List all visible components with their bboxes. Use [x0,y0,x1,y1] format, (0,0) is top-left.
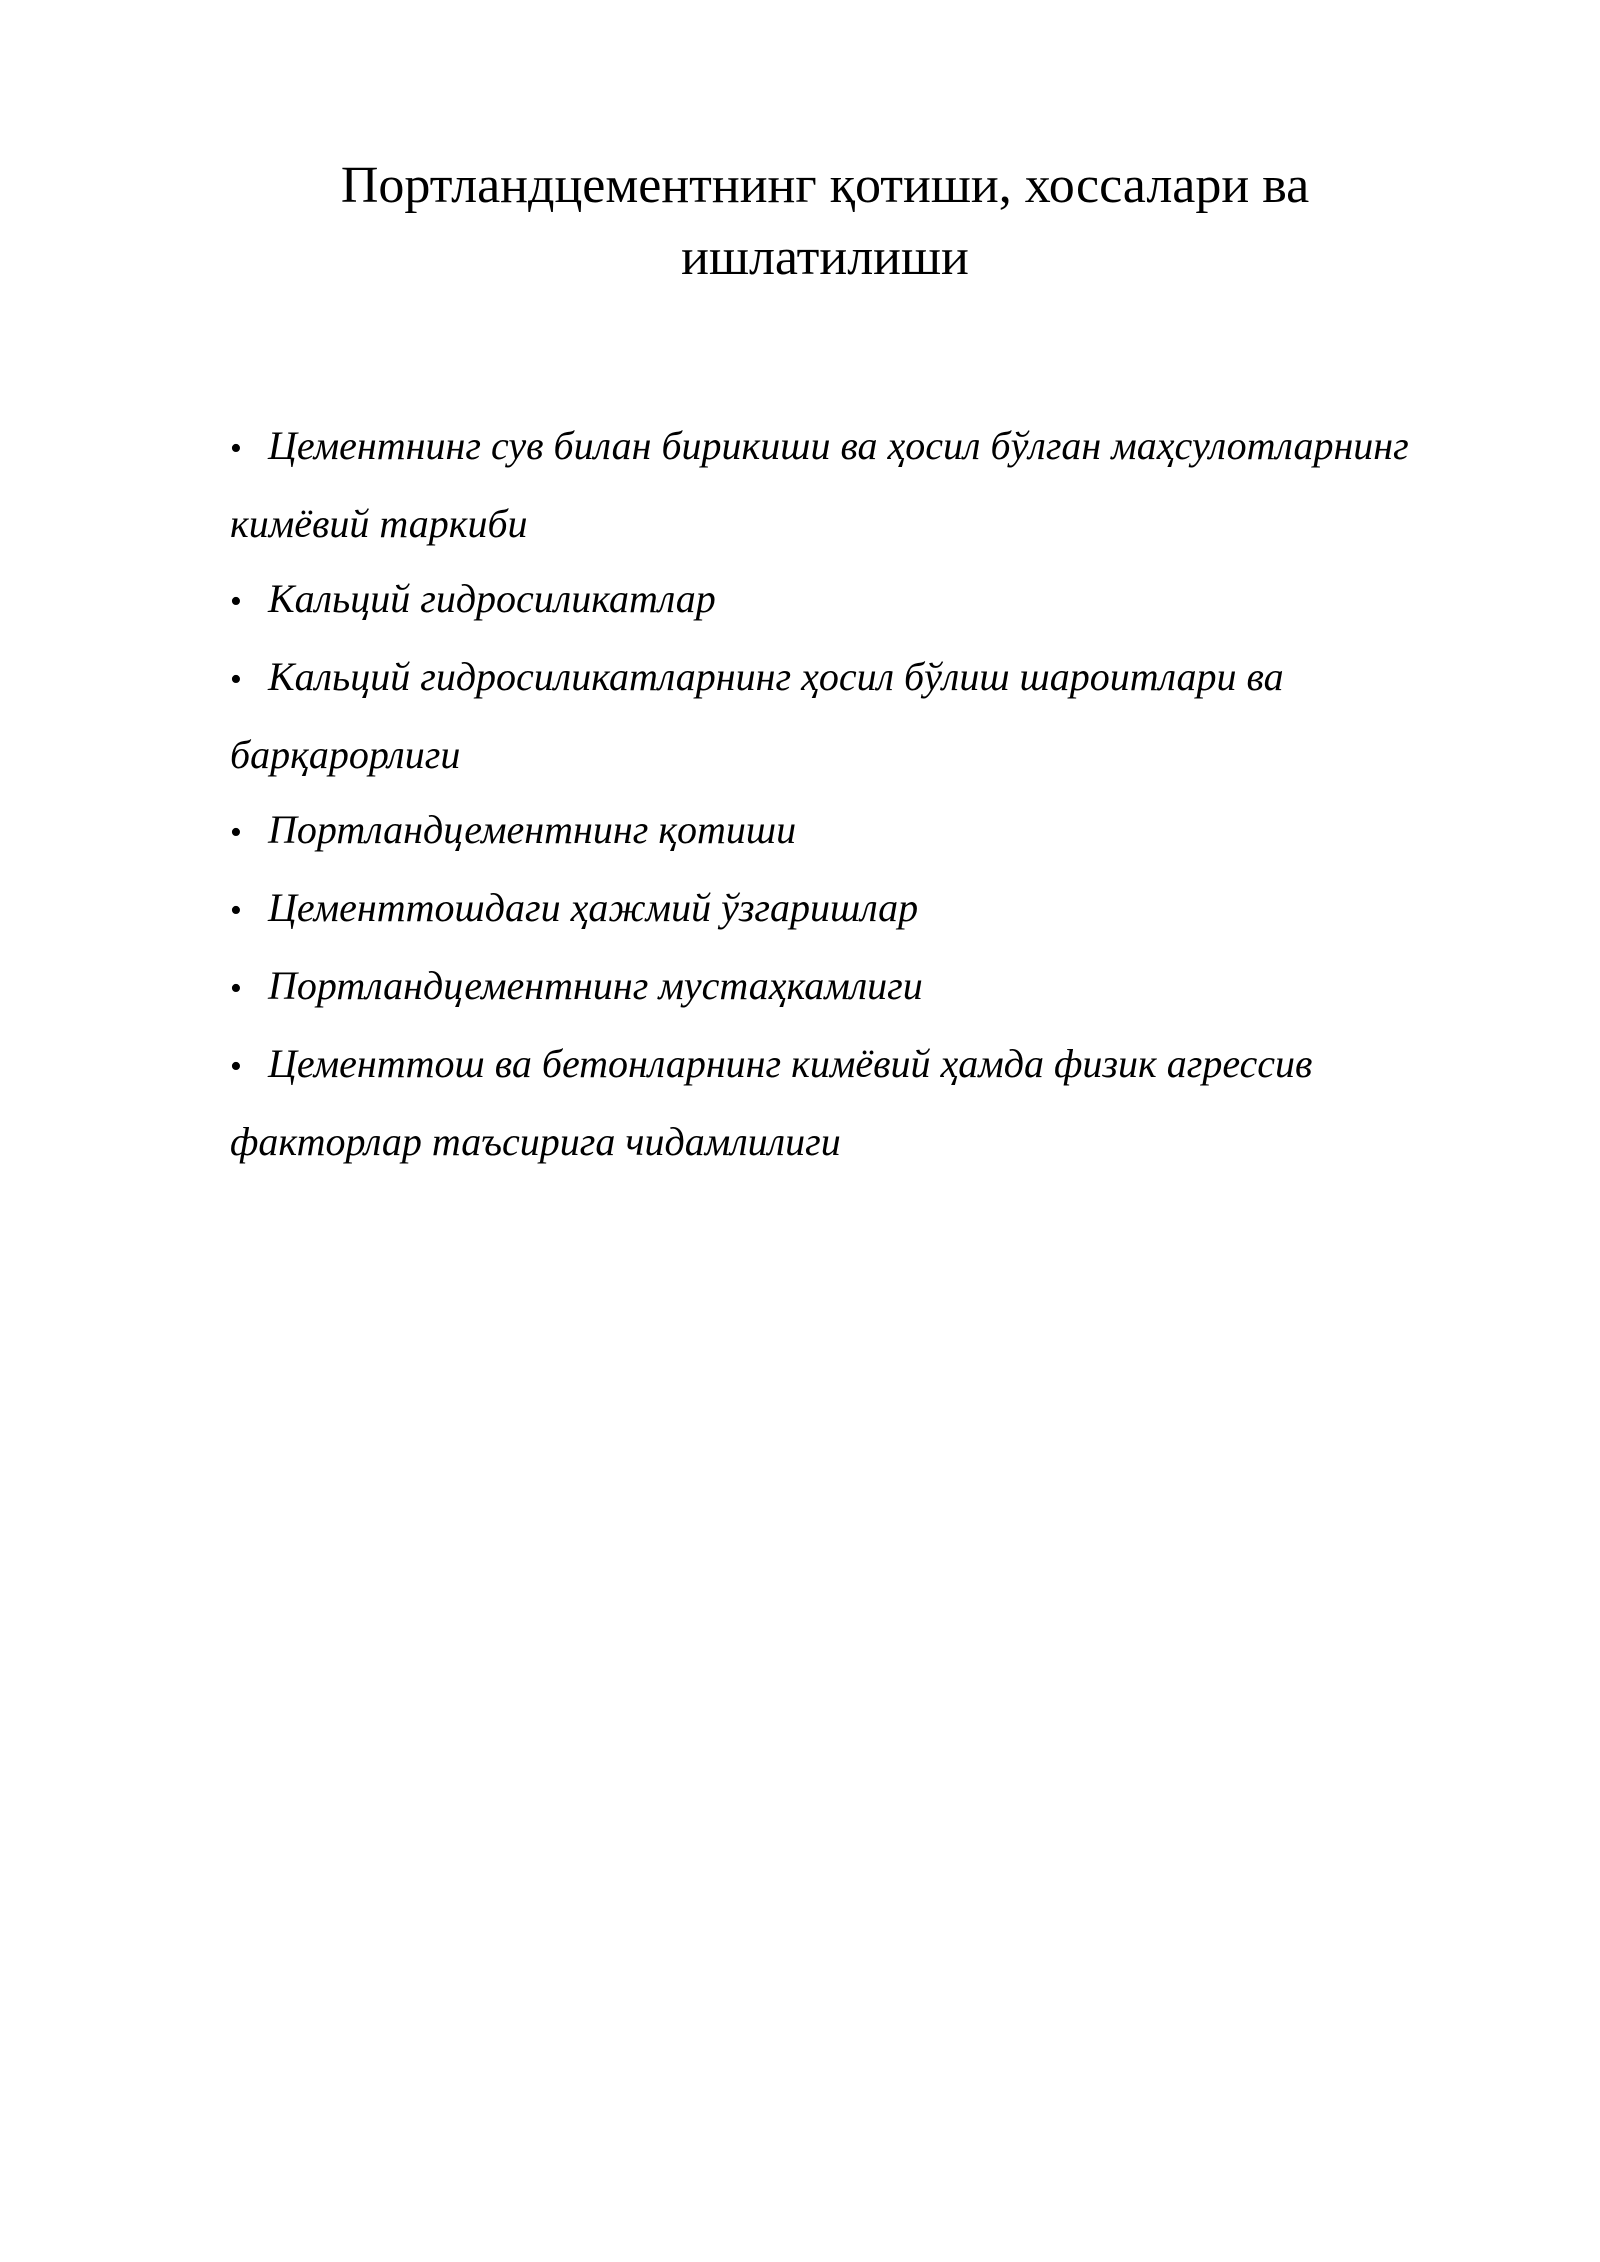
bullet-icon: • [230,814,242,851]
list-item [230,948,1420,1026]
list-item [230,870,1420,948]
list-item-text: Кальций гидросиликатлар [268,576,716,621]
list-item-text: Цементнинг сув билан бирикиши ва ҳосил бўлган маҳсулотларнинг кимёвий таркиби [230,423,1409,546]
list-item [230,1026,1420,1179]
bullet-icon: • [230,970,242,1007]
topic-list [230,408,1420,1179]
list-item-text: Портландцементнинг қотиши [268,807,797,852]
list-item [230,408,1420,561]
list-item [230,561,1420,639]
page-title: Портландцементнинг қотиши, хоссалари ва ишлатилиши [340,157,1310,286]
bullet-icon: • [230,892,242,929]
list-item-text: Кальций гидросиликатларнинг ҳосил бўлиш шароитлари ва барқарорлиги [230,654,1284,777]
bullet-icon: • [230,661,242,698]
bullet-icon: • [230,583,242,620]
list-item-text: Цементтош ва бетонларнинг кимёвий ҳамда физик агрессив факторлар таъсирига чидамлилиги [230,1041,1313,1164]
bullet-icon: • [230,430,242,467]
list-item [230,792,1420,870]
list-item-text: Портландцементнинг мустаҳкамлиги [268,963,923,1008]
list-item-text: Цементтошдаги ҳажмий ўзгаришлар [268,885,919,930]
bullet-icon: • [230,1048,242,1085]
list-item [230,639,1420,792]
